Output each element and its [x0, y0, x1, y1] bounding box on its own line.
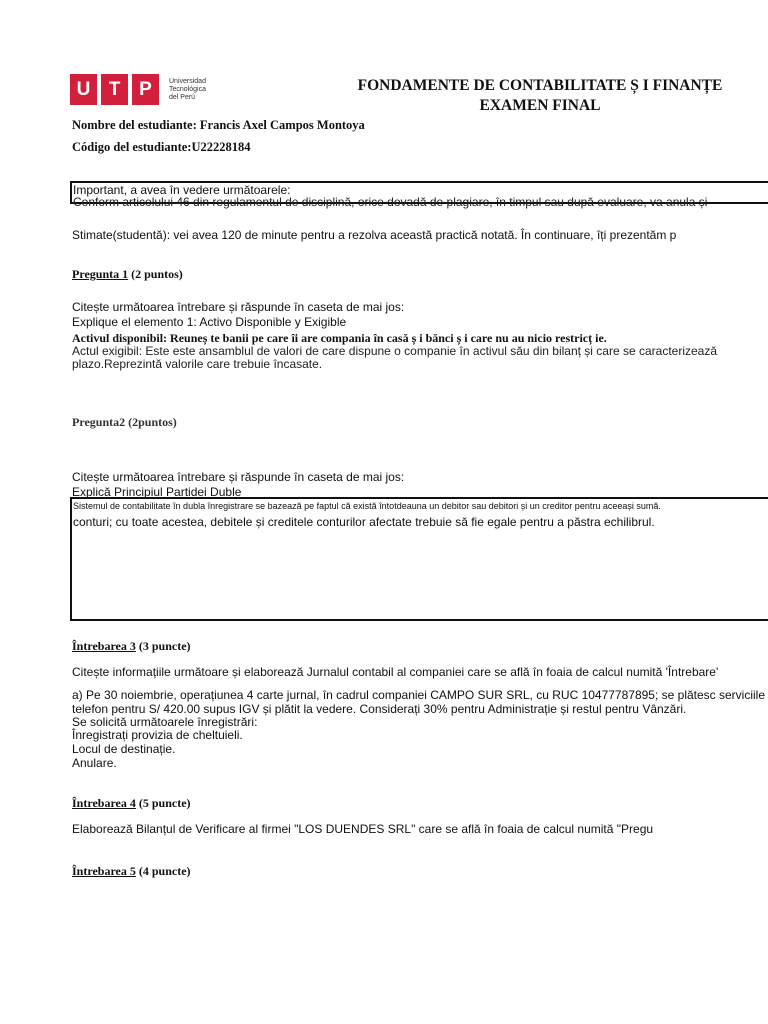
- q5-heading-label: Întrebarea 5: [72, 864, 136, 878]
- logo-letter-p: P: [132, 74, 159, 105]
- logo-university-name: Universidad Tecnológica del Perú: [169, 77, 206, 101]
- document-title: [320, 76, 760, 116]
- q1-prompt: Explique el elemento 1: Activo Disponible y Exigible: [72, 315, 347, 329]
- student-name: Nombre del estudiante: Francis Axel Campos Montoya: [72, 118, 365, 132]
- student-code: Código del estudiante:U22228184: [72, 140, 251, 154]
- q4-points: (5 puncte): [135, 796, 191, 810]
- time-notice: Stimate(studentă): vei avea 120 de minute pentru a rezolva această practică notată. În continuare, îți prezentăm p: [72, 228, 677, 242]
- q3-line-a: a) Pe 30 noiembrie, operațiunea 4 carte jurnal, în cadrul companiei CAMPO SUR SRL, cu RUC 10477787895; se plătesc serviciile: [72, 688, 766, 702]
- logo-letter-u: U: [70, 74, 97, 105]
- q2-heading: Pregunta2 (2puntos): [72, 415, 177, 429]
- q3-line-c: Se solicită următoarele înregistrări:: [72, 715, 258, 729]
- title-exam: EXAMEN FINAL: [479, 97, 601, 114]
- q4-heading-label: Întrebarea 4: [72, 796, 136, 810]
- q1-answer-available-assets: Activul disponibil: Reuneș te banii pe care îi are compania în casă ș i bănci ș i care nu au nicio restricț ie.: [72, 331, 607, 345]
- q1-answer-receivables: Actul exigibil: Este este ansamblul de valori de care dispune o companie în activul său din bilanț și care se caracterizează: [72, 344, 718, 358]
- q4-text: Elaborează Bilanțul de Verificare al firmei "LOS DUENDES SRL" care se află în foaia de calcul numită "Pregu: [72, 822, 654, 836]
- q2-instruction: Citește următoarea întrebare și răspunde în caseta de mai jos:: [72, 470, 405, 484]
- q4-heading: [72, 796, 191, 811]
- q3-heading: [72, 639, 191, 654]
- utp-logo: [70, 74, 206, 105]
- q2-answer-text: conturi; cu toate acestea, debitele și creditele conturilor afectate trebuie să fie egale pentru a păstra echilibrul.: [73, 515, 655, 529]
- q2-answer-small: Sistemul de contabilitate în dubla înregistrare se bazează pe faptul că există întotdeauna un debitor sau debitori și un creditor pentru aceeași sumă.: [73, 501, 661, 511]
- q1-answer-continuation: plazo.Reprezintă valorile care trebuie încasate.: [72, 357, 323, 371]
- q1-instruction: Citește următoarea întrebare și răspunde în caseta de mai jos:: [72, 300, 405, 314]
- title-course: FONDAMENTE DE CONTABILITATE Ș I FINANȚE: [357, 77, 723, 94]
- q3-item: Locul de destinație.: [72, 742, 176, 756]
- q1-points: (2 puntos): [128, 267, 183, 281]
- q3-instruction: Citește informațiile următoare și elaborează Jurnalul contabil al companiei care se află în foaia de calcul numită 'Întrebare': [72, 665, 719, 679]
- important-notice-text: Important, a avea în vedere următoarele:: [73, 183, 291, 197]
- q5-heading: [72, 864, 191, 879]
- logo-letter-t: T: [101, 74, 128, 105]
- q3-points: (3 puncte): [135, 639, 191, 653]
- q2-prompt: Explică Principiul Partidei Duble: [72, 485, 242, 499]
- q3-heading-label: Întrebarea 3: [72, 639, 136, 653]
- q1-heading-label: Pregunta 1: [72, 267, 129, 281]
- q5-points: (4 puncte): [135, 864, 191, 878]
- plagiarism-rule: Conform articolului 46 din regulamentul de disciplină, orice dovadă de plagiare, în timpul sau după evaluare, va anula și: [73, 195, 708, 209]
- q3-item: Anulare.: [72, 756, 117, 770]
- q3-item: Înregistrați provizia de cheltuieli.: [72, 728, 243, 742]
- q1-heading: [72, 267, 183, 282]
- q3-line-b: telefon pentru S/ 420.00 supus IGV și plătit la vedere. Considerați 30% pentru Administrație și restul pentru Vânzări.: [72, 702, 687, 716]
